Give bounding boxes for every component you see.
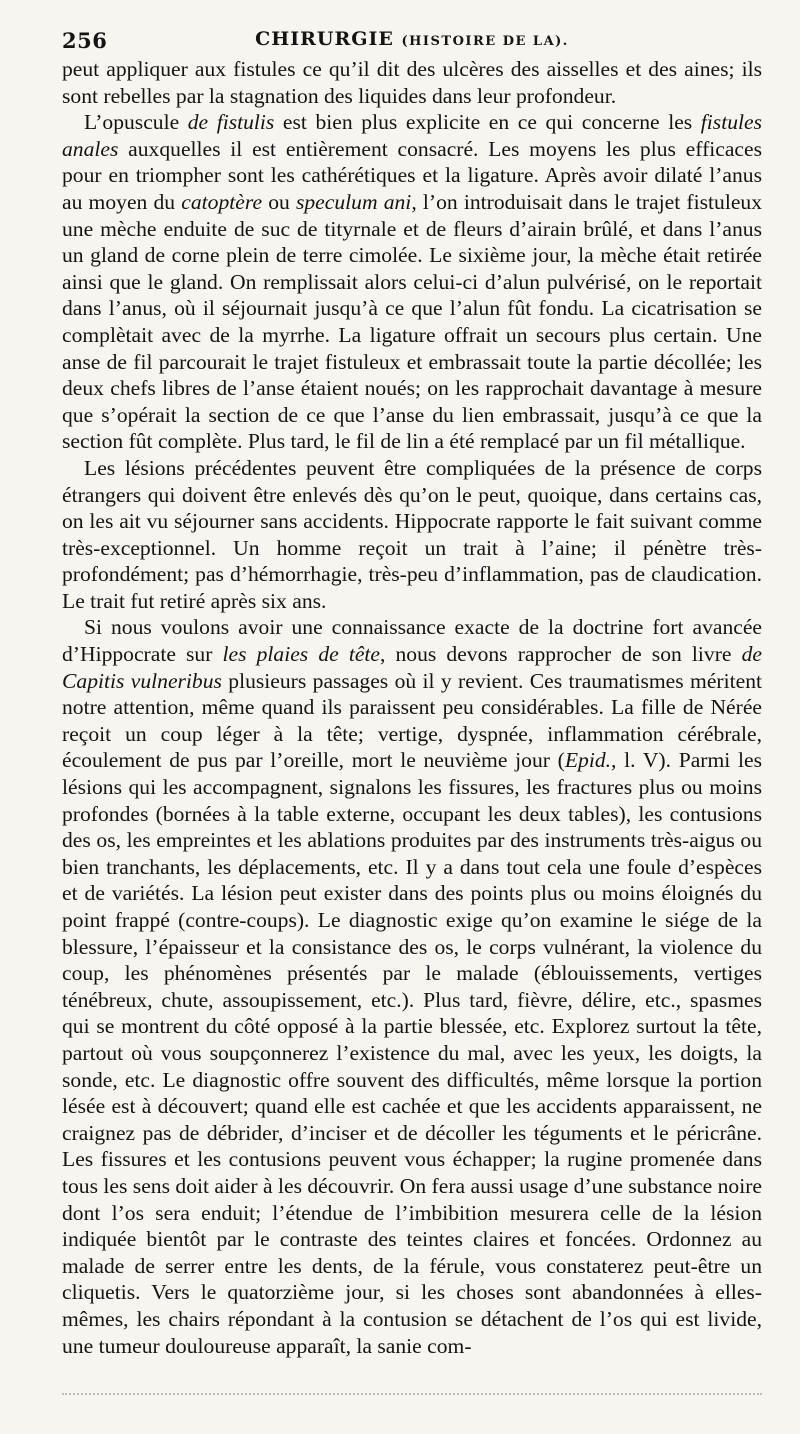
body-text <box>62 56 762 1359</box>
italic-text: les plaies de tête <box>222 642 380 667</box>
text-run: Si nous voulons avoir une connaissance exacte de la doctrine fort avancée d’Hippocrate sur <box>62 615 762 667</box>
text-run: , l’on introduisait dans le trajet fistuleux une mèche enduite de suc de tityrnale et de fleurs d’airain brûlé, et dans l’anus un gland de corne plein de terre cimolée. Le sixième jour, la mèche était retirée ainsi que le gland. On remplissait alors celui-ci d’alun pulvérisé, on le reportait dans l’anus, où il séjournait jusqu’à ce que l’alun fût fondu. La cicatrisation se complètait avec de la myrrhe. La ligature offrait un secours plus certain. Une anse de fil parcourait le trajet fistuleux et embrassait toute la partie décollée; les deux chefs libres de l’anse étaient noués; on les rapprochait davantage à mesure que s’opérait la section de ce que l’anse du lien embrassait, jusqu’à ce que la section fût complète. Plus tard, le fil de lin a été remplacé par un fil métallique. <box>62 189 762 454</box>
running-head-title: CHIRURGIE <box>255 28 394 50</box>
text-run: Les lésions précédentes peuvent être compliquées de la présence de corps étrangers qui doivent être enlevés dès qu’on le peut, quoique, dans certains cas, on les ait vu séjourner sans accidents. Hippocrate rapporte le fait suivant comme très-exceptionnel. Un homme reçoit un trait à l’aine; il pénètre très-profondément; pas d’hémorrhagie, très-peu d’inflammation, pas de claudication. Le trait fut retiré après six ans. <box>62 455 762 613</box>
paragraph-4 <box>62 614 762 1359</box>
page-header <box>62 22 762 56</box>
italic-text: Epid. <box>564 748 612 773</box>
paragraph-3 <box>62 455 762 615</box>
text-run: , l. V). Parmi les lésions qui les accompagnent, signalons les fissures, les fractures plus ou moins profondes (bornées à la table externe, occupant les deux tables), les contusions des os, les empreintes et les ablations produites par des instruments très-aigus ou bien tranchants, les déplacements, etc. Il y a dans tout cela une foule d’espèces et de variétés. La lésion peut exister dans des points plus ou moins éloignés du point frappé (contre-coups). Le diagnostic exige qu’on examine le siége de la blessure, l’épaisseur et la consistance des os, le corps vulnérant, la violence du coup, les phénomènes présentés par le malade (éblouissements, vertiges ténébreux, chute, assoupissement, etc.). Plus tard, fièvre, délire, etc., spasmes qui se montrent du côté opposé à la partie blessée, etc. Explorez surtout la tête, partout où vous soupçonnerez l’existence du mal, avec les yeux, les doigts, la sonde, etc. Le diagnostic offre souvent des difficultés, même lorsque la portion lésée est à découvert; quand elle est cachée et que les accidents apparaissent, ne craignez pas de débrider, d’inciser et de décoller les téguments et le péricrâne. Les fissures et les contusions peuvent vous échapper; la rugine promenée dans tous les sens doit aider à les découvrir. On fera aussi usage d’une substance noire dont l’os sera enduit; l’étendue de l’imbibition mesurera celle de la lésion indiquée bientôt par le contraste des teintes claires et foncées. Ordonnez au malade de serrer entre les dents, de la férule, vous constaterez peut-être un cliquetis. Vers le quatorzième jour, si les choses sont abandonnées à elles-mêmes, les chairs répondant à la contusion se détachent de l’os qui est livide, une tumeur douloureuse apparaît, la sanie com- <box>62 748 762 1358</box>
text-run: ou <box>262 189 296 214</box>
italic-text: de Capitis vulneribus <box>62 642 762 693</box>
footer-divider <box>62 1393 762 1395</box>
italic-text: speculum ani <box>295 189 412 214</box>
italic-text: catoptère <box>181 189 263 214</box>
text-run: peut appliquer aux fistules ce qu’il dit des ulcères des aisselles et des aines; ils sont rebelles par la stagnation des liquides dans leur profondeur. <box>62 57 762 108</box>
page-number: 256 <box>62 28 108 53</box>
running-head <box>62 28 762 50</box>
italic-text: fistules anales <box>62 110 762 161</box>
text-run: est bien plus explicite en ce qui concerne les <box>274 110 701 135</box>
text-run: , nous devons rapprocher de son livre <box>379 642 742 667</box>
text-run: plusieurs passages où il y revient. Ces traumatismes méritent notre attention, même quand ils paraissent peu considérables. La fille de Nérée reçoit un coup léger à la tête; vertige, dyspnée, inflammation cérébrale, écoulement de pus par l’oreille, mort le neuvième jour ( <box>62 668 762 773</box>
italic-text: de fistulis <box>187 110 275 135</box>
paragraph-2 <box>62 109 762 455</box>
paragraph-1 <box>62 56 762 109</box>
running-head-subtitle: (HISTOIRE DE LA). <box>401 34 569 49</box>
text-run: L’opuscule <box>84 110 188 135</box>
text-run: auxquelles il est entièrement consacré. Les moyens les plus efficaces pour en triompher sont les cathérétiques et la ligature. Après avoir dilaté l’anus au moyen du <box>62 136 762 214</box>
